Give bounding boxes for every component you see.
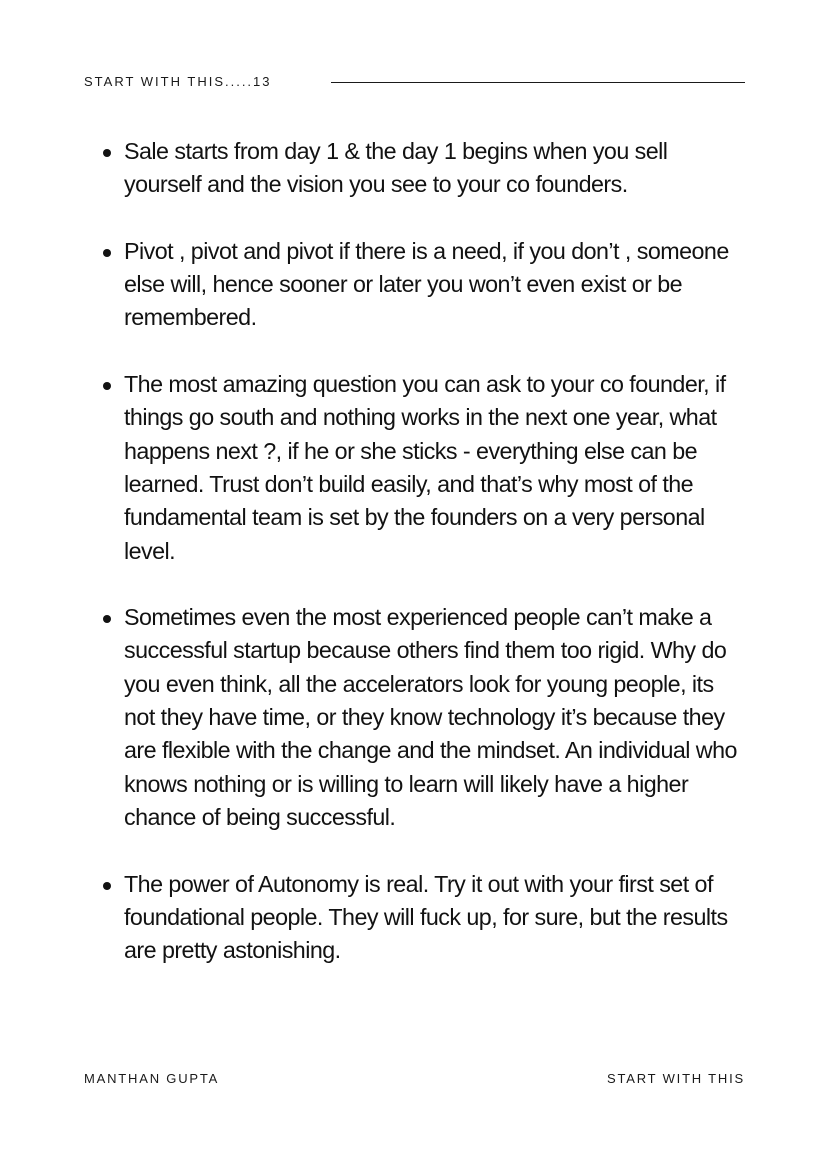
bullet-item [103, 868, 743, 968]
bullet-dot-icon [103, 382, 111, 390]
bullet-dot-icon [103, 615, 111, 623]
bullet-item [103, 235, 743, 335]
footer-book-title: START WITH THIS [607, 1071, 745, 1086]
bullet-dot-icon [103, 249, 111, 257]
bullet-text: The power of Autonomy is real. Try it out with your first set of foundational people. They will fuck up, for sure, but the results are pretty astonishing. [124, 870, 728, 964]
bullet-text: The most amazing question you can ask to your co founder, if things go south and nothing works in the next one year, what happens next ?, if he or she sticks - everything else can be learned. Trust don’t build easily, and that’s why most of the fundamental team is set by the founders on a very personal level. [124, 371, 726, 564]
bullet-item [103, 368, 743, 568]
bullet-dot-icon [103, 882, 111, 890]
bullet-dot-icon [103, 149, 111, 157]
page-header-label: START WITH THIS.....13 [84, 74, 272, 89]
bullet-item [103, 601, 743, 834]
header-divider [331, 82, 745, 83]
footer-author: MANTHAN GUPTA [84, 1071, 220, 1086]
bullet-text: Sometimes even the most experienced people can’t make a successful startup because others find them too rigid. Why do you even think, all the accelerators look for young people, its not they have time, or they know technology it’s because they are flexible with the change and the mindset. An individual who knows nothing or is willing to learn will likely have a higher chance of being successful. [124, 604, 737, 830]
bullet-list [103, 135, 743, 1001]
bullet-item [103, 135, 743, 202]
bullet-text: Pivot , pivot and pivot if there is a need, if you don’t , someone else will, hence sooner or later you won’t even exist or be remembered. [124, 237, 729, 331]
bullet-text: Sale starts from day 1 & the day 1 begins when you sell yourself and the vision you see to your co founders. [124, 138, 668, 198]
